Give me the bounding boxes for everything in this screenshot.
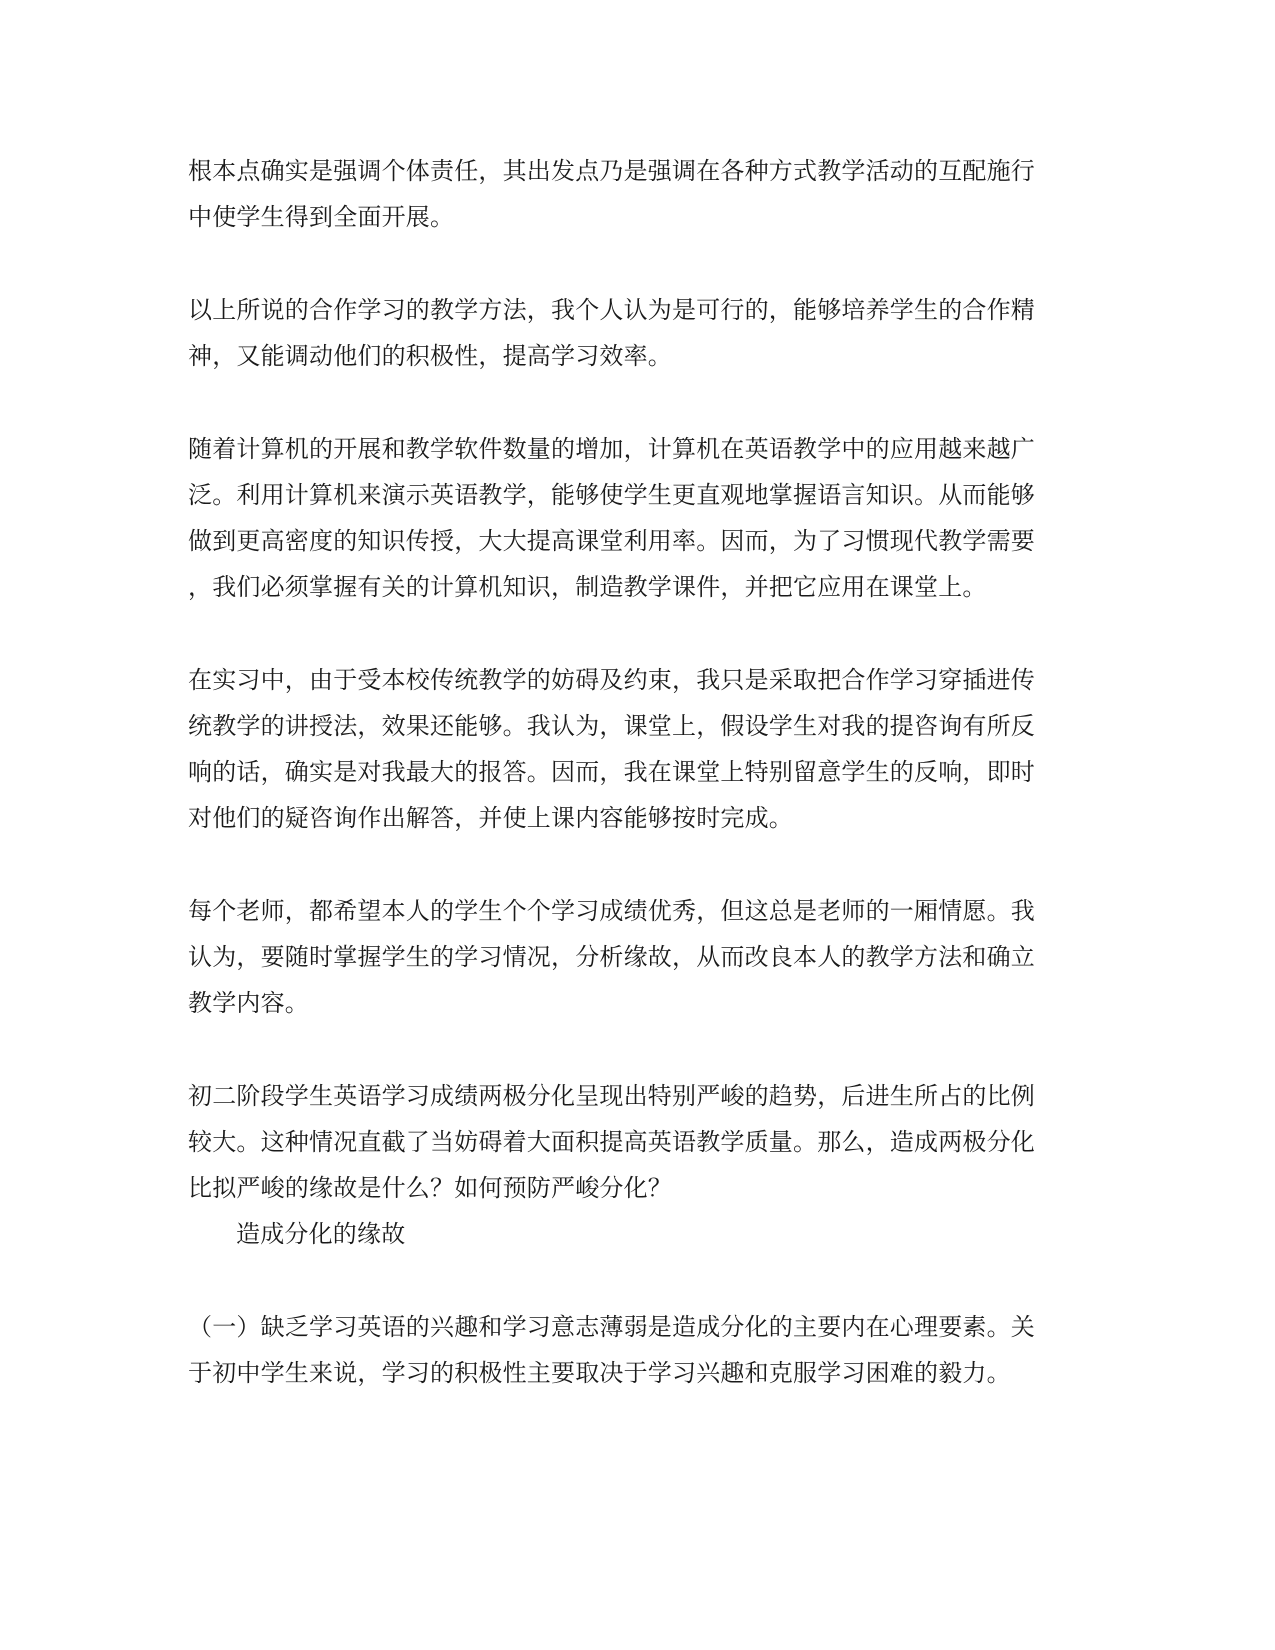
paragraph-4-line-1: 在实习中，由于受本校传统教学的妨碍及约束，我只是采取把合作学习穿插进传: [188, 666, 1035, 694]
paragraph-3-line-3: 做到更高密度的知识传授，大大提高课堂利用率。因而，为了习惯现代教学需要: [188, 527, 1035, 555]
paragraph-6-line-2: 较大。这种情况直截了当妨碍着大面积提高英语教学质量。那么，造成两极分化: [188, 1128, 1035, 1156]
paragraph-4-line-2: 统教学的讲授法，效果还能够。我认为，课堂上，假设学生对我的提咨询有所反: [188, 712, 1035, 740]
paragraph-7-line-1: （一）缺乏学习英语的兴趣和学习意志薄弱是造成分化的主要内在心理要素。关: [188, 1313, 1035, 1341]
paragraph-6-line-1: 初二阶段学生英语学习成绩两极分化呈现出特别严峻的趋势，后进生所占的比例: [188, 1082, 1035, 1110]
paragraph-1-line-2: 中使学生得到全面开展。: [188, 203, 455, 231]
paragraph-5-line-1: 每个老师，都希望本人的学生个个学习成绩优秀，但这总是老师的一厢情愿。我: [188, 897, 1035, 925]
paragraph-3-line-2: 泛。利用计算机来演示英语教学，能够使学生更直观地掌握语言知识。从而能够: [188, 481, 1035, 509]
paragraph-3-line-4: ，我们必须掌握有关的计算机知识，制造教学课件，并把它应用在课堂上。: [188, 573, 987, 601]
paragraph-3-line-1: 随着计算机的开展和教学软件数量的增加，计算机在英语教学中的应用越来越广: [188, 435, 1035, 463]
paragraph-5-line-3: 教学内容。: [188, 989, 309, 1017]
paragraph-6-line-3: 比拟严峻的缘故是什么？如何预防严峻分化？: [188, 1174, 672, 1202]
paragraph-1-line-1: 根本点确实是强调个体责任，其出发点乃是强调在各种方式教学活动的互配施行: [188, 157, 1035, 185]
paragraph-5-line-2: 认为，要随时掌握学生的学习情况，分析缘故，从而改良本人的教学方法和确立: [188, 943, 1035, 971]
paragraph-2-line-2: 神，又能调动他们的积极性，提高学习效率。: [188, 342, 672, 370]
paragraph-2-line-1: 以上所说的合作学习的教学方法，我个人认为是可行的，能够培养学生的合作精: [188, 296, 1035, 324]
section-heading: 造成分化的缘故: [236, 1220, 406, 1248]
paragraph-4-line-4: 对他们的疑咨询作出解答，并使上课内容能够按时完成。: [188, 804, 793, 832]
paragraph-7-line-2: 于初中学生来说，学习的积极性主要取决于学习兴趣和克服学习困难的毅力。: [188, 1359, 1011, 1387]
paragraph-4-line-3: 响的话，确实是对我最大的报答。因而，我在课堂上特别留意学生的反响，即时: [188, 758, 1035, 786]
